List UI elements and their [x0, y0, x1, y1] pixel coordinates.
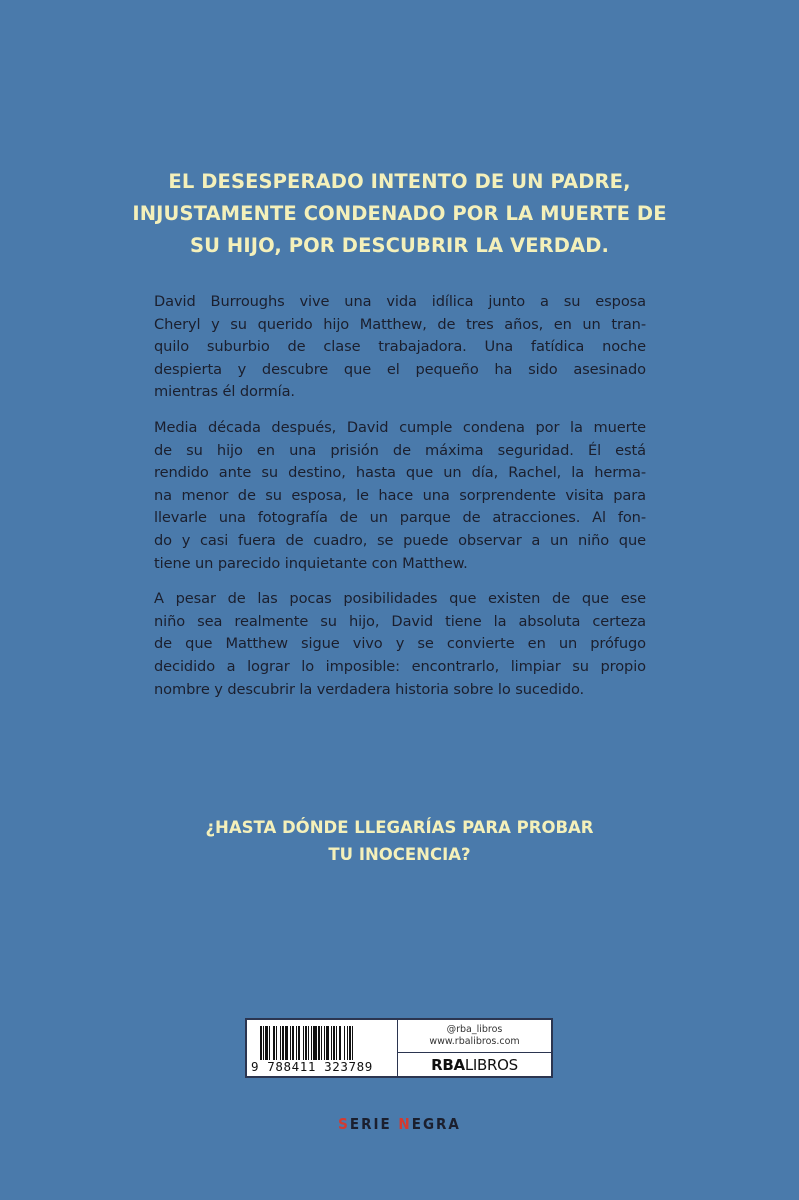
logo-libros: LIBROS: [464, 1055, 518, 1074]
synopsis: [154, 291, 646, 714]
tagline-line: INJUSTAMENTE CONDENADO POR LA MUERTE DE: [132, 202, 667, 225]
question-line: TU INOCENCIA?: [328, 845, 471, 864]
series-initial-n: N: [398, 1115, 412, 1133]
logo-rba: RBA: [431, 1055, 465, 1074]
text-line: llevarle una fotografía de un parque de atracciones. Al fon-: [154, 509, 646, 527]
text-line: nombre y descubrir la verdadera historia sobre lo sucedido.: [154, 680, 585, 698]
barcode-bars: [260, 1026, 392, 1060]
synopsis-paragraph-1: [154, 291, 646, 404]
text-line: decidido a lograr lo imposible: encontrarlo, limpiar su propio: [154, 657, 646, 675]
closing-question: [100, 814, 699, 868]
synopsis-paragraph-2: [154, 417, 646, 575]
text-line: de que Matthew sigue vivo y se convierte en un prófugo: [154, 635, 646, 653]
text-line: quilo suburbio de clase trabajadora. Una fatídica noche: [154, 338, 646, 356]
text-line: de su hijo en una prisión de máxima seguridad. Él está: [154, 441, 646, 459]
isbn-number: 9 788411 323789: [251, 1059, 373, 1074]
publisher-social: @rba_libros: [446, 1024, 503, 1035]
text-line: Cheryl y su querido hijo Matthew, de tres años, en un tran-: [154, 315, 646, 333]
series-word-2: EGRA: [411, 1115, 461, 1133]
text-line: A pesar de las pocas posibilidades que existen de que ese: [154, 590, 646, 608]
text-line: na menor de su esposa, le hace una sorprendente visita para: [154, 486, 646, 504]
tagline-line: EL DESESPERADO INTENTO DE UN PADRE,: [168, 170, 631, 193]
series-word-1: ERIE: [349, 1115, 392, 1133]
series-label: [300, 1115, 499, 1133]
publisher-info: [398, 1020, 551, 1076]
barcode-bar: [353, 1026, 355, 1060]
text-line: do y casi fuera de cuadro, se puede observar a un niño que: [154, 531, 646, 549]
publisher-contact: [398, 1020, 551, 1053]
text-line: David Burroughs vive una vida idílica junto a su esposa: [154, 293, 646, 310]
synopsis-paragraph-3: [154, 588, 646, 701]
text-line: niño sea realmente su hijo, David tiene la absoluta certeza: [154, 612, 646, 630]
series-initial-s: S: [338, 1115, 350, 1133]
publisher-website: www.rbalibros.com: [429, 1036, 520, 1047]
tagline-line: SU HIJO, POR DESCUBRIR LA VERDAD.: [189, 234, 610, 257]
text-line: rendido ante su destino, hasta que un día, Rachel, la herma-: [154, 464, 646, 482]
barcode-panel: [245, 1018, 553, 1078]
text-line: despierta y descubre que el pequeño ha sido asesinado: [154, 360, 646, 378]
publisher-logo: [398, 1053, 551, 1076]
barcode: [247, 1020, 398, 1076]
text-line: mientras él dormía.: [154, 383, 295, 401]
text-line: tiene un parecido inquietante con Matthew.: [154, 554, 468, 572]
text-line: Media década después, David cumple condena por la muerte: [154, 418, 646, 436]
tagline: [100, 166, 699, 262]
question-line: ¿HASTA DÓNDE LLEGARÍAS PARA PROBAR: [205, 818, 594, 837]
